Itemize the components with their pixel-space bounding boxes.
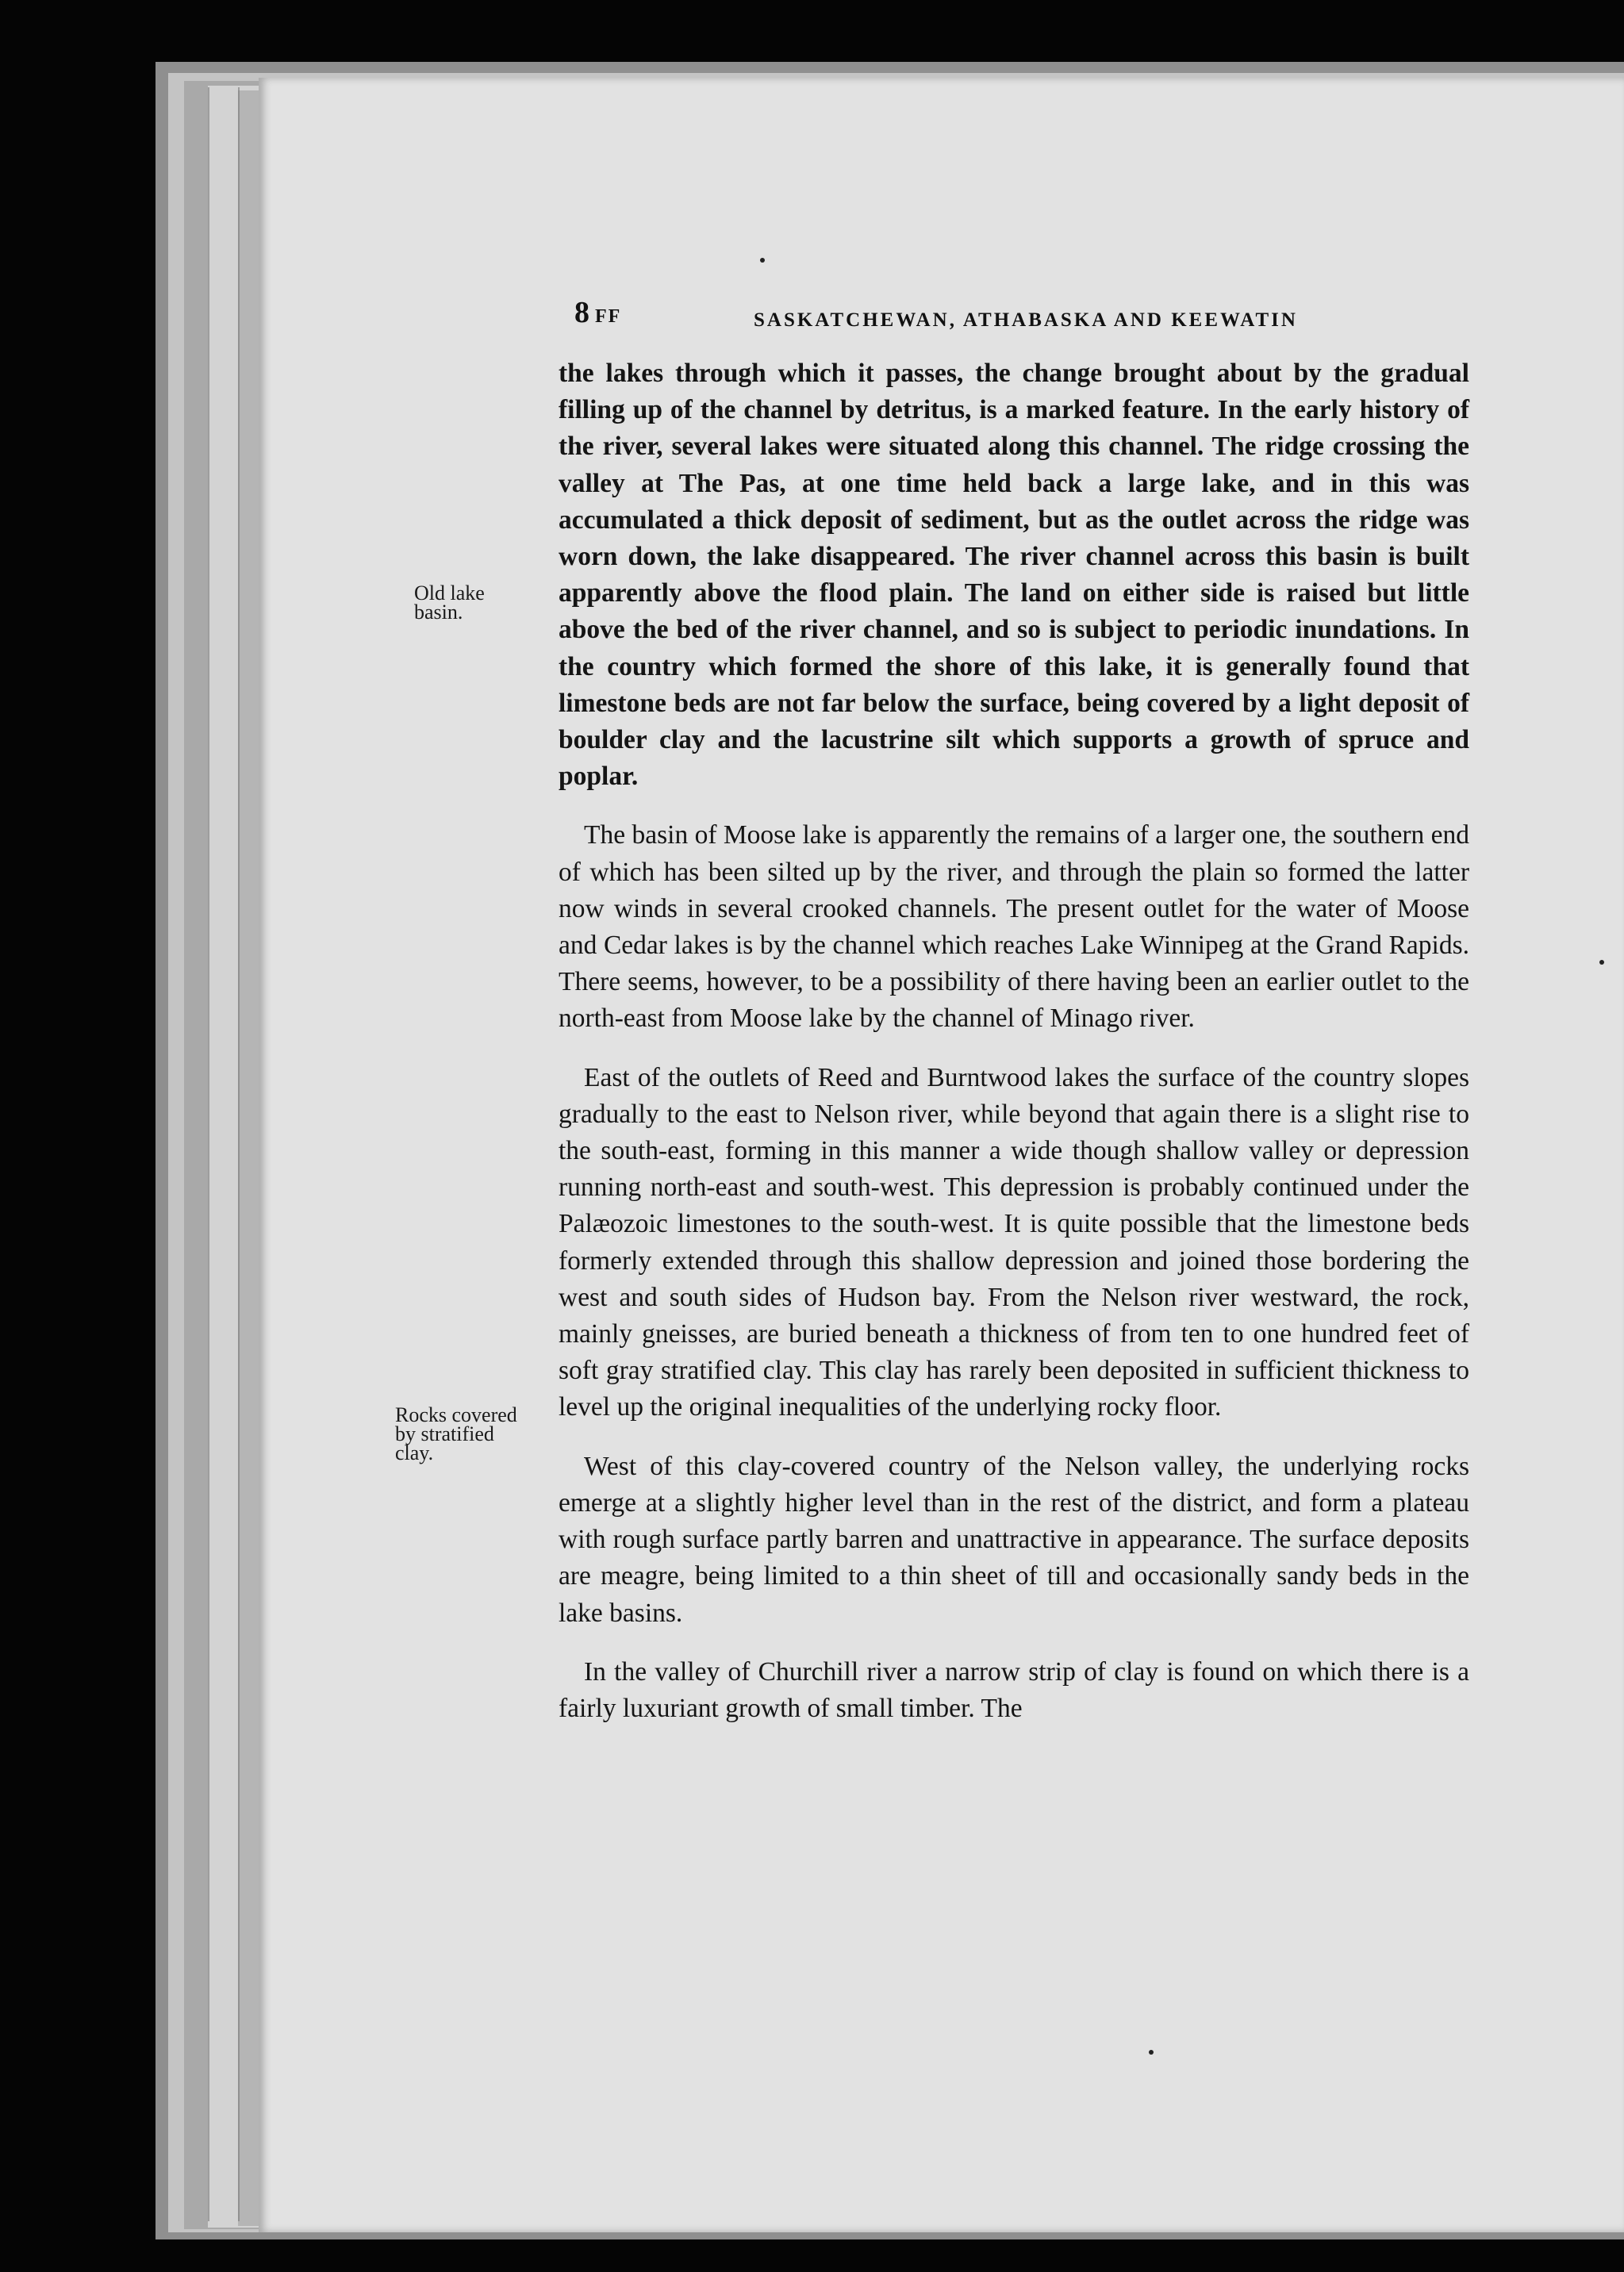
paragraph: West of this clay-covered country of the Nelson valley, the underlying rocks emerge at a slightly higher level than in the rest of the district, and form a plateau with rough surface partly barren and unattractive in appearance. The surface deposits are meagre, being limited to a thin sheet of till and occasionally sandy beds in the lake basins. bbox=[559, 1451, 1469, 1628]
paragraph: In the valley of Churchill river a narrow strip of clay is found on which there is a fairly luxuriant growth of small timber. The bbox=[559, 1656, 1469, 1723]
running-head bbox=[574, 295, 1471, 330]
margin-note-line: Old lake bbox=[414, 581, 485, 604]
scan-speck bbox=[760, 258, 765, 263]
running-title: SASKATCHEWAN, ATHABASKA AND KEEWATIN bbox=[754, 309, 1298, 331]
scan-speck bbox=[1149, 2050, 1154, 2055]
margin-note-line: clay. bbox=[395, 1441, 434, 1464]
margin-note-old-lake-basin bbox=[414, 581, 485, 624]
margin-note-line: Rocks covered bbox=[395, 1403, 517, 1426]
paragraph: The basin of Moose lake is apparently the remains of a larger one, the southern end of which has been silted up by the river, and through the plain so formed the latter now winds in several crooked channels. The present outlet for the water of Moose and Cedar lakes is by the channel which reaches Lake Winnipeg at the Grand Rapids. There seems, however, to be a possibility of there having been an earlier outlet to the north-east from Moose lake by the channel of Minago river. bbox=[559, 820, 1469, 1034]
scan-speck bbox=[1599, 960, 1604, 965]
paragraph: East of the outlets of Reed and Burntwood lakes the surface of the country slopes gradually to the east to Nelson river, while beyond that again there is a slight rise to the south-east, forming in this manner a wide though shallow valley or depression running north-east and south-west. This depression is probably continued under the Palæozoic limestones to the south-west. It is quite possible that the limestone beds formerly extended through this shallow depression and joined those bordering the west and south sides of Hudson bay. From the Nelson river westward, the rock, mainly gneisses, are buried beneath a thickness of from ten to one hundred feet of soft gray stratified clay. This clay has rarely been deposited in sufficient thickness to level up the original inequalities of the underlying rocky floor. bbox=[559, 1062, 1469, 1422]
page-number-suffix: FF bbox=[595, 306, 622, 327]
binding-line bbox=[208, 87, 209, 2221]
paragraph: the lakes through which it passes, the change brought about by the gradual filling up of the channel by detritus, is a marked feature. In the early history of the river, several lakes were situated along this channel. The ridge crossing the valley at The Pas, at one time held back a large lake, and in this was accumulated a thick deposit of sediment, but as the outlet across the ridge was worn down, the lake disappeared. The river channel across this basin is built apparently above the flood plain. The land on either side is raised but little above the bed of the river channel, and so is subject to periodic inundations. In the country which formed the shore of this lake, it is generally found that limestone beds are not far below the surface, being covered by a light deposit of boulder clay and the lacustrine silt which supports a growth of spruce and poplar. bbox=[559, 359, 1469, 792]
page-number: 8 bbox=[574, 296, 590, 329]
margin-note-line: basin. bbox=[414, 601, 463, 624]
body-text bbox=[559, 355, 1469, 1749]
margin-note-line: by stratified bbox=[395, 1422, 494, 1445]
binding-line bbox=[238, 87, 240, 2221]
margin-note-rocks-covered bbox=[395, 1403, 517, 1464]
